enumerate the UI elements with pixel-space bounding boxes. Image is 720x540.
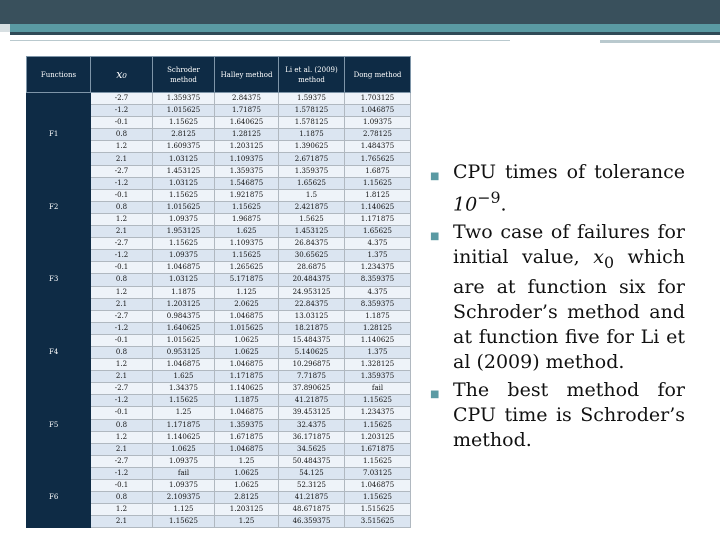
x0-cell: -2.7 (91, 165, 153, 177)
x0-cell: -2.7 (91, 238, 153, 250)
table-row (27, 371, 411, 383)
schroder-cell: 1.09375 (153, 250, 215, 262)
function-label-cell (27, 322, 91, 334)
table-header-row (27, 57, 411, 93)
dong-cell: 1.15625 (345, 419, 411, 431)
x0-cell: 0.8 (91, 419, 153, 431)
dong-cell: fail (345, 383, 411, 395)
li-cell: 37.890625 (279, 383, 345, 395)
halley-cell: 1.046875 (215, 310, 279, 322)
dong-cell: 1.234375 (345, 262, 411, 274)
schroder-cell: fail (153, 467, 215, 479)
schroder-cell: 1.125 (153, 504, 215, 516)
table-row (27, 105, 411, 117)
header-halley: Halley method (215, 57, 279, 93)
dong-cell: 1.375 (345, 346, 411, 358)
dong-cell: 1.6875 (345, 165, 411, 177)
schroder-cell: 1.015625 (153, 334, 215, 346)
table-row (27, 443, 411, 455)
dong-cell: 8.359375 (345, 274, 411, 286)
function-label-cell (27, 250, 91, 262)
schroder-cell: 0.984375 (153, 310, 215, 322)
x0-cell: -1.2 (91, 250, 153, 262)
bullet-cpu-tolerance (430, 160, 685, 217)
li-cell: 2.671875 (279, 153, 345, 165)
table-row (27, 334, 411, 346)
function-label-cell (27, 177, 91, 189)
li-cell: 24.953125 (279, 286, 345, 298)
function-label-cell (27, 504, 91, 516)
li-cell: 52.3125 (279, 480, 345, 492)
function-label-cell: F5 (27, 419, 91, 431)
function-label-cell: F2 (27, 201, 91, 213)
li-cell: 1.5 (279, 189, 345, 201)
halley-cell: 1.71875 (215, 105, 279, 117)
x0-cell: 2.1 (91, 371, 153, 383)
li-cell: 22.84375 (279, 298, 345, 310)
dong-cell: 1.671875 (345, 443, 411, 455)
li-cell: 13.03125 (279, 310, 345, 322)
function-label-cell (27, 189, 91, 201)
halley-cell: 1.359375 (215, 419, 279, 431)
schroder-cell: 1.453125 (153, 165, 215, 177)
table-row (27, 177, 411, 189)
function-label-cell (27, 467, 91, 479)
halley-cell: 1.125 (215, 286, 279, 298)
dong-cell: 1.515625 (345, 504, 411, 516)
dong-cell: 1.046875 (345, 480, 411, 492)
table-row (27, 383, 411, 395)
schroder-cell: 1.15625 (153, 395, 215, 407)
li-cell: 7.71875 (279, 371, 345, 383)
divider-line (10, 32, 720, 35)
dong-cell: 1.8125 (345, 189, 411, 201)
table-row (27, 238, 411, 250)
halley-cell: 1.203125 (215, 141, 279, 153)
x0-cell: 1.2 (91, 141, 153, 153)
x0-cell: -1.2 (91, 395, 153, 407)
x0-cell: -2.7 (91, 310, 153, 322)
bullet-text: The best method for CPU time is Schroder’s method. (453, 379, 685, 452)
dong-cell: 7.03125 (345, 467, 411, 479)
table-row (27, 516, 411, 528)
table-row (27, 189, 411, 201)
li-cell: 1.578125 (279, 105, 345, 117)
halley-cell: 1.1875 (215, 395, 279, 407)
dong-cell: 1.484375 (345, 141, 411, 153)
table-row (27, 359, 411, 371)
header-schroder: Schroder method (153, 57, 215, 93)
table-row (27, 117, 411, 129)
table-row (27, 298, 411, 310)
dong-cell: 1.328125 (345, 359, 411, 371)
halley-cell: 1.625 (215, 226, 279, 238)
dong-cell: 1.09375 (345, 117, 411, 129)
header-li: Li et al. (2009) method (279, 57, 345, 93)
cpu-time-table (26, 56, 411, 528)
schroder-cell: 1.015625 (153, 105, 215, 117)
x0-cell: 2.1 (91, 226, 153, 238)
schroder-cell: 1.359375 (153, 93, 215, 105)
schroder-cell: 1.15625 (153, 117, 215, 129)
math-base: 10 (453, 193, 478, 216)
header-functions: Functions (27, 57, 91, 93)
schroder-cell: 0.953125 (153, 346, 215, 358)
bullet-square-icon: ■ (430, 231, 440, 243)
x0-cell: 2.1 (91, 153, 153, 165)
function-label-cell (27, 117, 91, 129)
function-label-cell: F1 (27, 129, 91, 141)
li-cell: 10.296875 (279, 359, 345, 371)
schroder-cell: 1.03125 (153, 177, 215, 189)
banner-tab (0, 24, 10, 32)
schroder-cell: 1.046875 (153, 359, 215, 371)
bullet-failures (430, 220, 685, 375)
table-row (27, 310, 411, 322)
x0-cell: -1.2 (91, 105, 153, 117)
li-cell: 32.4375 (279, 419, 345, 431)
x0-cell: 2.1 (91, 443, 153, 455)
halley-cell: 1.046875 (215, 443, 279, 455)
x0-cell: -2.7 (91, 93, 153, 105)
accent-band (10, 24, 720, 32)
li-cell: 15.484375 (279, 334, 345, 346)
x0-cell: 1.2 (91, 359, 153, 371)
halley-cell: 1.046875 (215, 359, 279, 371)
table-row (27, 165, 411, 177)
table-body (27, 93, 411, 528)
x0-cell: 0.8 (91, 346, 153, 358)
table-row (27, 467, 411, 479)
table-row (27, 141, 411, 153)
bullet-square-icon: ■ (430, 389, 440, 401)
li-cell: 1.59375 (279, 93, 345, 105)
function-label-cell: F3 (27, 274, 91, 286)
schroder-cell: 1.015625 (153, 201, 215, 213)
bullet-square-icon: ■ (430, 171, 440, 182)
halley-cell: 1.671875 (215, 431, 279, 443)
bullet-best-method (430, 378, 685, 453)
dong-cell: 1.140625 (345, 334, 411, 346)
x0-cell: 0.8 (91, 201, 153, 213)
halley-cell: 1.640625 (215, 117, 279, 129)
schroder-cell: 1.03125 (153, 274, 215, 286)
dong-cell: 8.359375 (345, 298, 411, 310)
table-row (27, 431, 411, 443)
dong-cell: 3.515625 (345, 516, 411, 528)
table-row (27, 262, 411, 274)
x0-cell: 1.2 (91, 504, 153, 516)
table-row (27, 407, 411, 419)
x0-cell: -2.7 (91, 383, 153, 395)
schroder-cell: 1.09375 (153, 480, 215, 492)
halley-cell: 2.0625 (215, 298, 279, 310)
x0-cell: -0.1 (91, 189, 153, 201)
bullet-text: Two case of failures for initial value, (453, 221, 685, 269)
function-label-cell (27, 395, 91, 407)
cpu-time-table-container (26, 56, 410, 528)
halley-cell: 1.0625 (215, 334, 279, 346)
dong-cell: 1.15625 (345, 177, 411, 189)
x0-cell: -1.2 (91, 467, 153, 479)
halley-cell: 1.109375 (215, 153, 279, 165)
schroder-cell: 1.0625 (153, 443, 215, 455)
schroder-cell: 1.34375 (153, 383, 215, 395)
dong-cell: 1.65625 (345, 226, 411, 238)
x0-cell: 1.2 (91, 431, 153, 443)
table-row (27, 346, 411, 358)
halley-cell: 1.109375 (215, 238, 279, 250)
function-label-cell (27, 298, 91, 310)
table-row (27, 93, 411, 105)
li-cell: 41.21875 (279, 492, 345, 504)
halley-cell: 1.359375 (215, 165, 279, 177)
halley-cell: 1.25 (215, 516, 279, 528)
function-label-cell (27, 443, 91, 455)
schroder-cell: 1.609375 (153, 141, 215, 153)
dong-cell: 1.15625 (345, 455, 411, 467)
x0-cell: -0.1 (91, 407, 153, 419)
math-exponent: −9 (477, 188, 501, 207)
function-label-cell (27, 516, 91, 528)
dong-cell: 1.171875 (345, 213, 411, 225)
li-cell: 30.65625 (279, 250, 345, 262)
halley-cell: 2.84375 (215, 93, 279, 105)
header-x0: x₀ (91, 57, 153, 93)
math-subscript: 0 (603, 253, 615, 273)
schroder-cell: 1.09375 (153, 213, 215, 225)
thin-rule (10, 40, 510, 41)
function-label-cell (27, 165, 91, 177)
halley-cell: 1.140625 (215, 383, 279, 395)
dong-cell: 1.375 (345, 250, 411, 262)
halley-cell: 1.265625 (215, 262, 279, 274)
dong-cell: 1.046875 (345, 105, 411, 117)
function-label-cell (27, 153, 91, 165)
li-cell: 34.5625 (279, 443, 345, 455)
schroder-cell: 2.109375 (153, 492, 215, 504)
function-label-cell (27, 371, 91, 383)
halley-cell: 1.25 (215, 455, 279, 467)
table-row (27, 213, 411, 225)
table-row (27, 504, 411, 516)
li-cell: 1.5625 (279, 213, 345, 225)
x0-cell: 2.1 (91, 298, 153, 310)
schroder-cell: 1.046875 (153, 262, 215, 274)
dong-cell: 1.234375 (345, 407, 411, 419)
bullet-text: CPU times of tolerance (453, 161, 685, 183)
schroder-cell: 1.15625 (153, 189, 215, 201)
li-cell: 28.6875 (279, 262, 345, 274)
li-cell: 1.453125 (279, 226, 345, 238)
small-rule (600, 40, 720, 43)
li-cell: 20.484375 (279, 274, 345, 286)
function-label-cell (27, 383, 91, 395)
function-label-cell (27, 407, 91, 419)
halley-cell: 1.203125 (215, 504, 279, 516)
bullet-list (430, 160, 685, 456)
halley-cell: 5.171875 (215, 274, 279, 286)
function-label-cell (27, 141, 91, 153)
dong-cell: 1.15625 (345, 395, 411, 407)
x0-cell: -1.2 (91, 177, 153, 189)
table-row (27, 322, 411, 334)
dong-cell: 1.703125 (345, 93, 411, 105)
function-label-cell (27, 334, 91, 346)
schroder-cell: 1.25 (153, 407, 215, 419)
table-row (27, 455, 411, 467)
halley-cell: 1.0625 (215, 346, 279, 358)
halley-cell: 1.96875 (215, 213, 279, 225)
li-cell: 26.84375 (279, 238, 345, 250)
halley-cell: 1.15625 (215, 250, 279, 262)
table-row (27, 286, 411, 298)
halley-cell: 1.015625 (215, 322, 279, 334)
function-label-cell (27, 310, 91, 322)
schroder-cell: 1.171875 (153, 419, 215, 431)
bullet-text-end: . (500, 193, 507, 216)
x0-cell: 0.8 (91, 274, 153, 286)
halley-cell: 1.546875 (215, 177, 279, 189)
x0-cell: -0.1 (91, 334, 153, 346)
function-label-cell: F6 (27, 492, 91, 504)
li-cell: 1.390625 (279, 141, 345, 153)
function-label-cell (27, 226, 91, 238)
x0-cell: 2.1 (91, 516, 153, 528)
li-cell: 1.578125 (279, 117, 345, 129)
halley-cell: 1.921875 (215, 189, 279, 201)
li-cell: 18.21875 (279, 322, 345, 334)
schroder-cell: 1.140625 (153, 431, 215, 443)
bullet-text-end: which are at function six for Schroder’s method and at function five for Li et al (2009) method. (453, 246, 685, 374)
schroder-cell: 1.15625 (153, 238, 215, 250)
dong-cell: 1.140625 (345, 201, 411, 213)
li-cell: 46.359375 (279, 516, 345, 528)
schroder-cell: 1.09375 (153, 455, 215, 467)
dong-cell: 1.28125 (345, 322, 411, 334)
table-row (27, 395, 411, 407)
table-row (27, 129, 411, 141)
schroder-cell: 1.203125 (153, 298, 215, 310)
x0-cell: 1.2 (91, 286, 153, 298)
function-label-cell (27, 238, 91, 250)
li-cell: 1.1875 (279, 129, 345, 141)
schroder-cell: 1.953125 (153, 226, 215, 238)
dong-cell: 1.765625 (345, 153, 411, 165)
table-row (27, 480, 411, 492)
function-label-cell (27, 262, 91, 274)
halley-cell: 2.8125 (215, 492, 279, 504)
li-cell: 2.421875 (279, 201, 345, 213)
li-cell: 54.125 (279, 467, 345, 479)
schroder-cell: 1.15625 (153, 516, 215, 528)
li-cell: 36.171875 (279, 431, 345, 443)
table-row (27, 274, 411, 286)
function-label-cell (27, 480, 91, 492)
schroder-cell: 1.1875 (153, 286, 215, 298)
function-label-cell (27, 455, 91, 467)
halley-cell: 1.046875 (215, 407, 279, 419)
x0-cell: -0.1 (91, 262, 153, 274)
halley-cell: 1.0625 (215, 467, 279, 479)
li-cell: 50.484375 (279, 455, 345, 467)
dong-cell: 1.15625 (345, 492, 411, 504)
x0-cell: 0.8 (91, 129, 153, 141)
x0-cell: -1.2 (91, 322, 153, 334)
halley-cell: 1.28125 (215, 129, 279, 141)
dong-cell: 1.1875 (345, 310, 411, 322)
schroder-cell: 1.625 (153, 371, 215, 383)
dong-cell: 1.359375 (345, 371, 411, 383)
function-label-cell: F4 (27, 346, 91, 358)
function-label-cell (27, 359, 91, 371)
function-label-cell (27, 213, 91, 225)
function-label-cell (27, 431, 91, 443)
dong-cell: 4.375 (345, 286, 411, 298)
schroder-cell: 2.8125 (153, 129, 215, 141)
x0-cell: 1.2 (91, 213, 153, 225)
schroder-cell: 1.640625 (153, 322, 215, 334)
x0-cell: -0.1 (91, 480, 153, 492)
schroder-cell: 1.03125 (153, 153, 215, 165)
li-cell: 1.359375 (279, 165, 345, 177)
table-row (27, 419, 411, 431)
math-variable: x (593, 246, 604, 269)
li-cell: 48.671875 (279, 504, 345, 516)
table-row (27, 153, 411, 165)
halley-cell: 1.171875 (215, 371, 279, 383)
x0-cell: 0.8 (91, 492, 153, 504)
x0-cell: -2.7 (91, 455, 153, 467)
halley-cell: 1.0625 (215, 480, 279, 492)
table-row (27, 226, 411, 238)
dong-cell: 1.203125 (345, 431, 411, 443)
table-row (27, 492, 411, 504)
table-row (27, 201, 411, 213)
li-cell: 1.65625 (279, 177, 345, 189)
dong-cell: 2.78125 (345, 129, 411, 141)
li-cell: 41.21875 (279, 395, 345, 407)
function-label-cell (27, 286, 91, 298)
x0-cell: -0.1 (91, 117, 153, 129)
header-dong: Dong method (345, 57, 411, 93)
dong-cell: 4.375 (345, 238, 411, 250)
li-cell: 39.453125 (279, 407, 345, 419)
top-banner (0, 0, 720, 24)
halley-cell: 1.15625 (215, 201, 279, 213)
function-label-cell (27, 93, 91, 105)
table-row (27, 250, 411, 262)
li-cell: 5.140625 (279, 346, 345, 358)
function-label-cell (27, 105, 91, 117)
